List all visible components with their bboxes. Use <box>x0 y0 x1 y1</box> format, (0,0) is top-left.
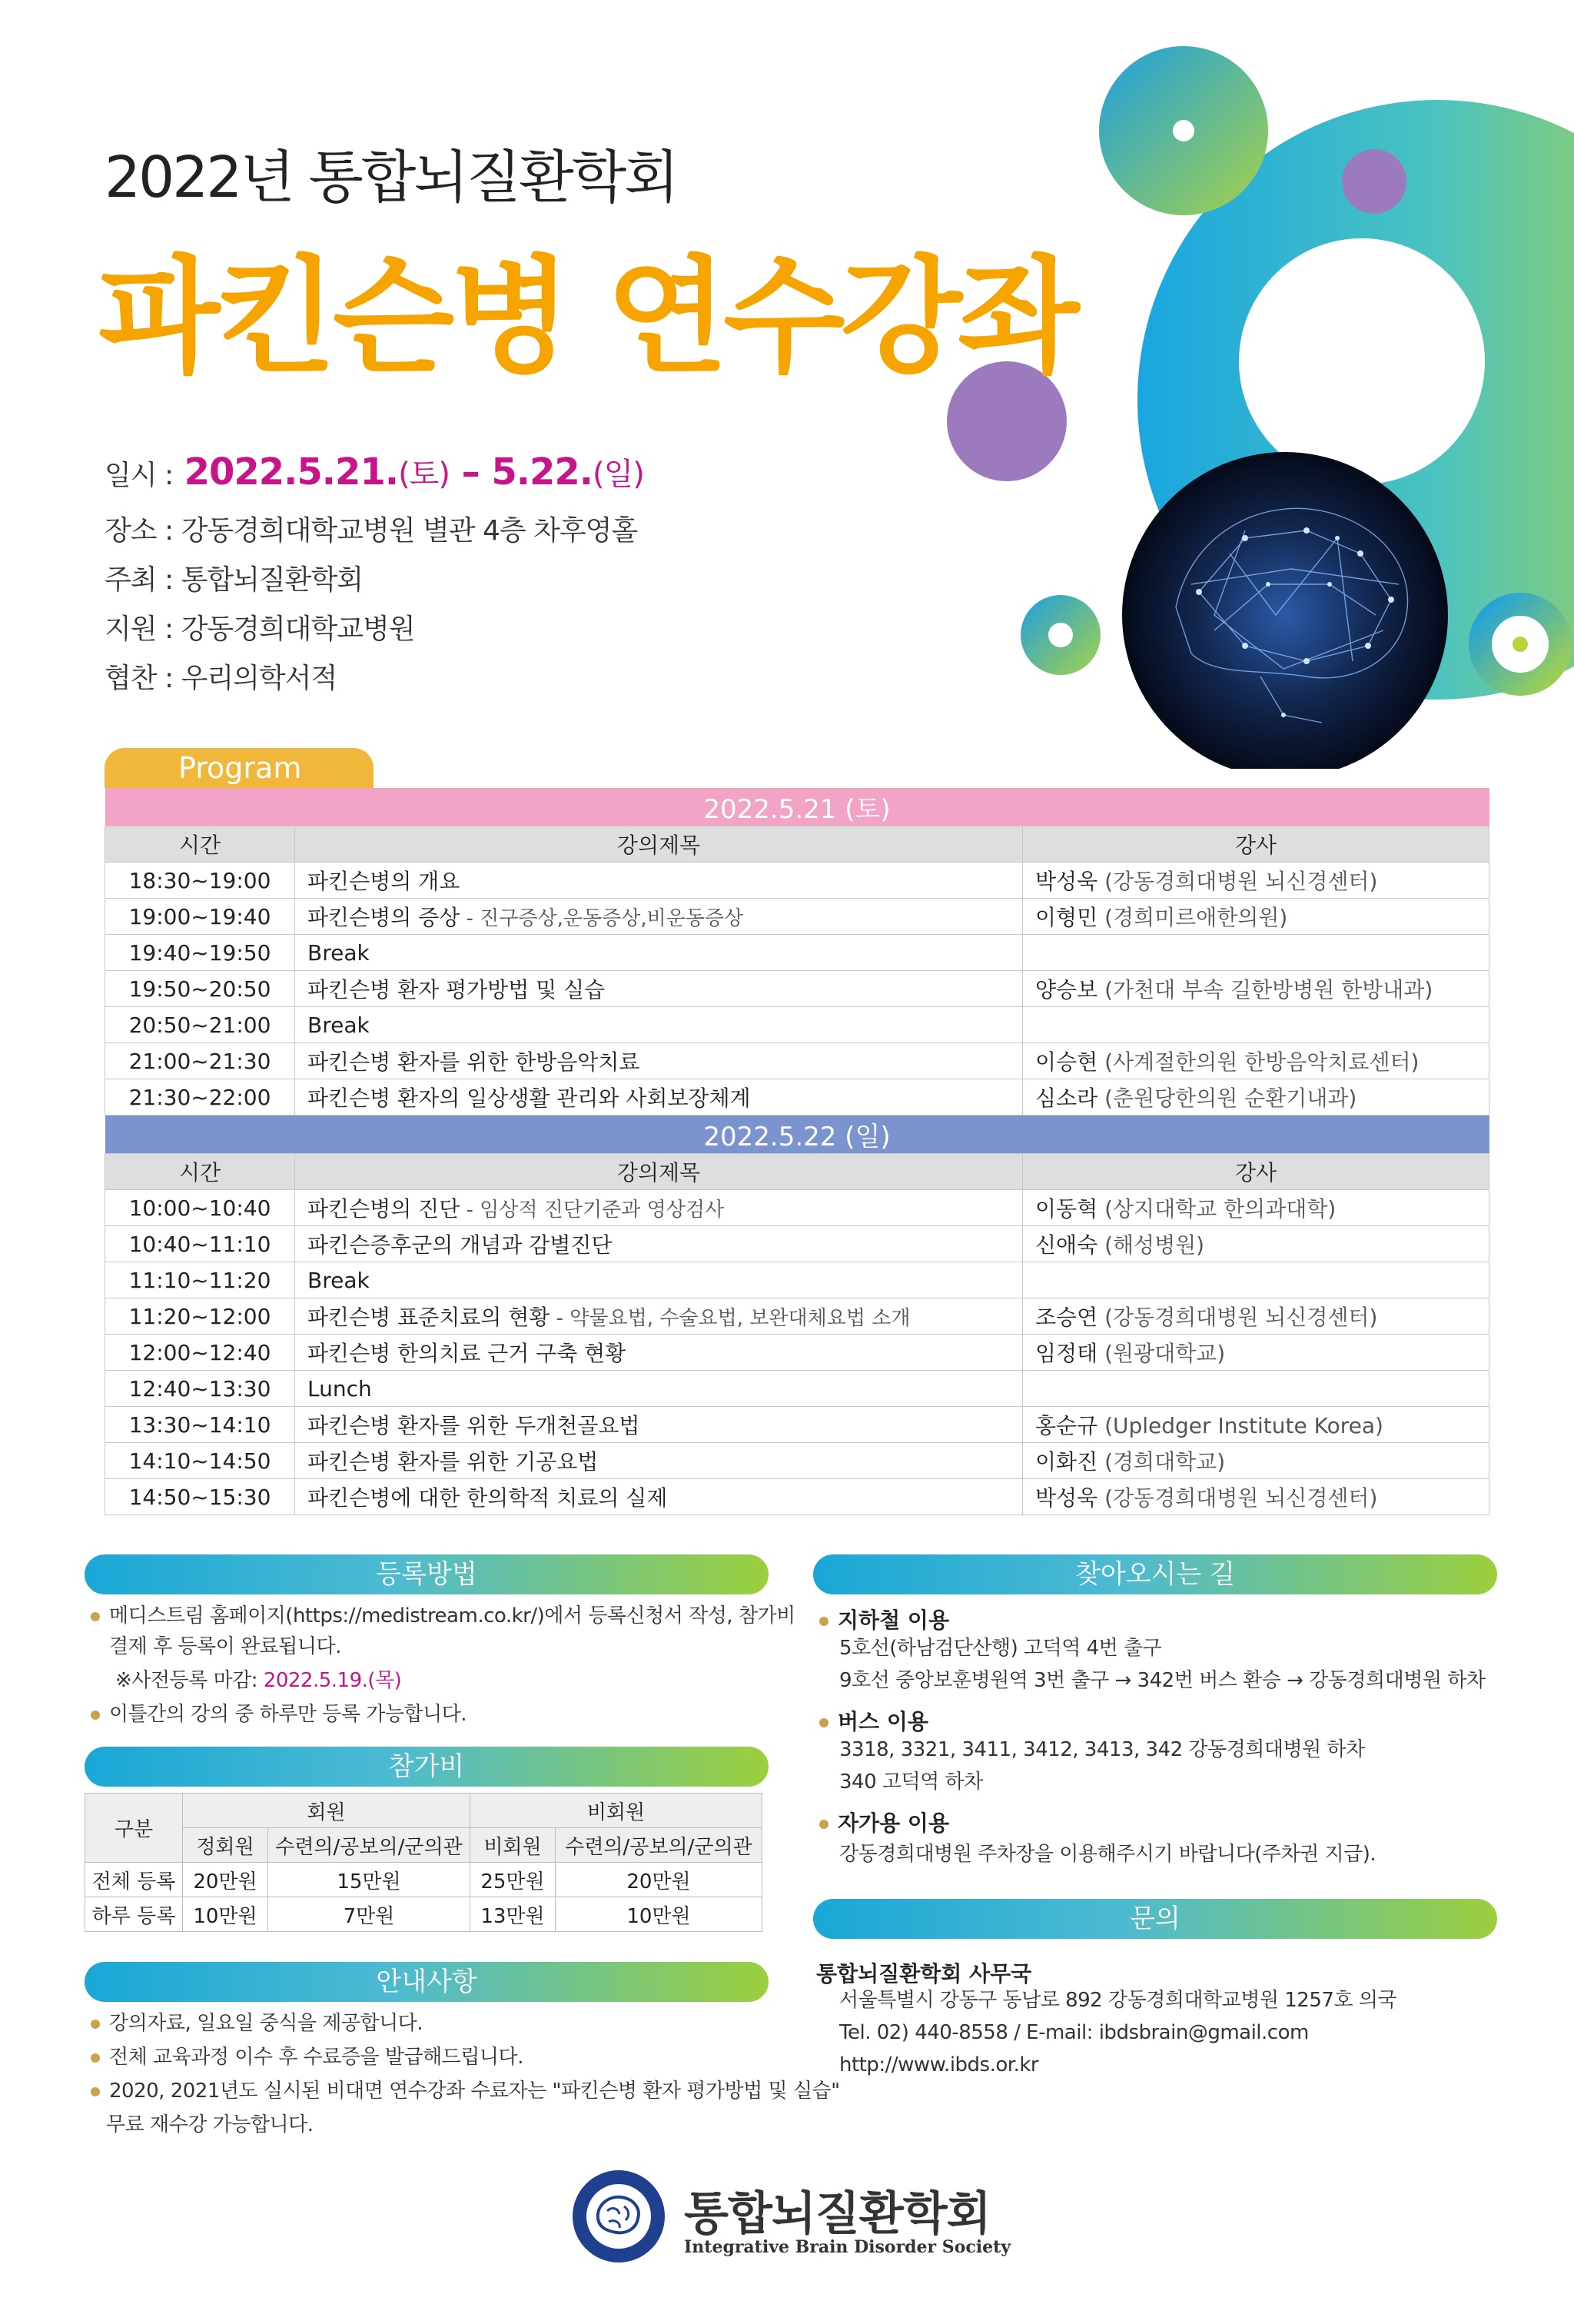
session-title-cell <box>295 1407 1023 1443</box>
program-row <box>105 971 1489 1007</box>
speaker-affiliation: (춘원당한의원 순환기내과) <box>1104 1086 1357 1111</box>
fee-subheader: 정회원 <box>183 1828 268 1863</box>
subway-line-2: 9호선 중앙보훈병원역 3번 출구 → 342번 버스 환승 → 강동경희대병원 하차 <box>839 1669 1486 1692</box>
session-time: 21:30~22:00 <box>105 1079 295 1115</box>
session-time: 13:30~14:10 <box>105 1407 295 1443</box>
speaker-name: 박성욱 <box>1035 1485 1098 1511</box>
session-time: 19:40~19:50 <box>105 935 295 971</box>
speaker-cell <box>1023 1479 1489 1515</box>
speaker-name: 이승현 <box>1035 1049 1098 1075</box>
brain-image <box>1122 452 1448 769</box>
bullet-dot <box>91 1612 100 1621</box>
program-day-label: 2022.5.21 (토) <box>105 788 1489 826</box>
speaker-name: 이화진 <box>1035 1449 1098 1475</box>
session-title: Break <box>307 1012 370 1038</box>
session-title: 파킨슨증후군의 개념과 감별진단 <box>307 1232 613 1258</box>
speaker-name: 이동혁 <box>1035 1196 1098 1222</box>
session-title: 파킨슨병 환자를 위한 두개천골요법 <box>307 1413 640 1438</box>
society-logo-icon <box>570 2168 667 2265</box>
fee-subheader: 수련의/공보의/군의관 <box>268 1828 470 1863</box>
program-row <box>105 1226 1489 1262</box>
session-title-cell <box>295 1007 1023 1043</box>
subway-line-1: 5호선(하남검단산행) 고덕역 4번 출구 <box>839 1637 1162 1660</box>
fee-cell: 13만원 <box>470 1897 556 1932</box>
program-row <box>105 1407 1489 1443</box>
speaker-affiliation: (경희미르애한의원) <box>1104 905 1288 930</box>
bullet-dot <box>91 2020 100 2029</box>
session-title-cell <box>295 1262 1023 1298</box>
column-header-title: 강의제목 <box>295 826 1023 863</box>
date-start-day: (토) <box>398 457 450 492</box>
session-time: 10:40~11:10 <box>105 1226 295 1262</box>
speaker-name: 양승보 <box>1035 977 1098 1002</box>
bullet-dot <box>819 1820 829 1829</box>
main-title: 파킨슨병 연수강좌 <box>98 244 1075 391</box>
program-row <box>105 863 1489 899</box>
speaker-affiliation: (강동경희대병원 뇌신경센터) <box>1104 1305 1378 1330</box>
fee-header-member: 회원 <box>183 1794 470 1828</box>
speaker-cell <box>1023 935 1489 971</box>
registration-deadline: ※사전등록 마감: 2022.5.19.(목) <box>115 1669 402 1692</box>
session-title: 파킨슨병 환자 평가방법 및 실습 <box>307 977 606 1002</box>
bus-line-2: 340 고덕역 하차 <box>839 1770 983 1794</box>
session-time: 10:00~10:40 <box>105 1190 295 1226</box>
program-row <box>105 1371 1489 1407</box>
speaker-cell <box>1023 1298 1489 1335</box>
session-title-cell <box>295 1371 1023 1407</box>
speaker-cell <box>1023 1262 1489 1298</box>
car-heading: 자가용 이용 <box>819 1807 949 1837</box>
sponsor-line: 협찬 : 우리의학서적 <box>105 663 337 694</box>
registration-bar: 등록방법 <box>85 1554 769 1594</box>
session-title-cell <box>295 971 1023 1007</box>
speaker-cell <box>1023 1407 1489 1443</box>
notice-line-3: 2020, 2021년도 실시된 비대면 연수강좌 수료자는 "파킨슨병 환자 평가방법 및 실습" <box>91 2076 840 2106</box>
program-row <box>105 1079 1489 1115</box>
date-separator: – <box>449 451 492 494</box>
speaker-name: 조승연 <box>1035 1305 1098 1330</box>
session-time: 14:50~15:30 <box>105 1479 295 1515</box>
speaker-cell <box>1023 1226 1489 1262</box>
fee-cell: 10만원 <box>183 1897 268 1932</box>
fee-cell: 20만원 <box>183 1863 268 1897</box>
session-title-cell <box>295 1479 1023 1515</box>
session-title: Break <box>307 1267 370 1293</box>
notice-line-1: 강의자료, 일요일 중식을 제공합니다. <box>91 2008 423 2039</box>
fee-row-label: 전체 등록 <box>85 1863 183 1897</box>
speaker-cell <box>1023 1079 1489 1115</box>
fee-row-label: 하루 등록 <box>85 1897 183 1932</box>
subway-heading: 지하철 이용 <box>819 1604 949 1634</box>
program-row <box>105 1043 1489 1079</box>
speaker-affiliation: (가천대 부속 길한방병원 한방내과) <box>1104 977 1433 1002</box>
registration-line-3: 이틀간의 강의 중 하루만 등록 가능합니다. <box>91 1699 467 1730</box>
session-title: 파킨슨병 표준치료의 현황 <box>307 1305 550 1330</box>
program-row <box>105 1262 1489 1298</box>
session-title-cell <box>295 935 1023 971</box>
bullet-dot <box>819 1718 829 1727</box>
session-time: 12:40~13:30 <box>105 1371 295 1407</box>
speaker-affiliation: (사계절한의원 한방음악치료센터) <box>1104 1049 1420 1075</box>
organizer-title: 2022년 통합뇌질환학회 <box>105 145 677 211</box>
notice-line-4: 무료 재수강 가능합니다. <box>106 2113 314 2136</box>
program-row <box>105 1298 1489 1335</box>
program-row <box>105 899 1489 935</box>
session-subtitle: - 진구증상,운동증상,비운동증상 <box>460 907 744 930</box>
speaker-name: 이형민 <box>1035 905 1098 930</box>
fee-cell: 7만원 <box>268 1897 470 1932</box>
speaker-cell <box>1023 1443 1489 1479</box>
fee-subheader: 수련의/공보의/군의관 <box>556 1828 762 1863</box>
speaker-affiliation: (상지대학교 한의과대학) <box>1104 1196 1337 1222</box>
session-title: 파킨슨병의 증상 <box>307 905 460 930</box>
registration-line-1: 메디스트림 홈페이지(https://medistream.co.kr/)에서 등록신청서 작성, 참가비 <box>91 1601 795 1631</box>
host-line: 주최 : 통합뇌질환학회 <box>105 564 363 596</box>
fee-header-category: 구분 <box>85 1794 183 1863</box>
program-row <box>105 1190 1489 1226</box>
speaker-affiliation: (강동경희대병원 뇌신경센터) <box>1104 1485 1378 1511</box>
speaker-cell <box>1023 1190 1489 1226</box>
session-time: 12:00~12:40 <box>105 1335 295 1371</box>
session-title-cell <box>295 1079 1023 1115</box>
session-title: Lunch <box>307 1375 372 1401</box>
speaker-cell <box>1023 1335 1489 1371</box>
contact-phone-email: Tel. 02) 440-8558 / E-mail: ibdsbrain@gmail.com <box>839 2021 1309 2044</box>
bullet-dot <box>91 1711 100 1720</box>
session-time: 21:00~21:30 <box>105 1043 295 1079</box>
session-title-cell <box>295 1043 1023 1079</box>
date-end: 5.22. <box>491 451 593 494</box>
session-title: 파킨슨병의 개요 <box>307 869 460 894</box>
program-column-header <box>105 1154 1489 1190</box>
fee-subheader: 비회원 <box>470 1828 556 1863</box>
speaker-affiliation: (원광대학교) <box>1104 1341 1226 1366</box>
session-title-cell <box>295 1190 1023 1226</box>
session-time: 11:20~12:00 <box>105 1298 295 1335</box>
session-title: 파킨슨병 환자의 일상생활 관리와 사회보장체계 <box>307 1086 751 1111</box>
session-time: 19:00~19:40 <box>105 899 295 935</box>
program-row <box>105 1443 1489 1479</box>
bus-line-1: 3318, 3321, 3411, 3412, 3413, 342 강동경희대병원 하차 <box>839 1738 1365 1761</box>
column-header-time: 시간 <box>105 1154 295 1190</box>
session-title: 파킨슨병 환자를 위한 한방음악치료 <box>307 1049 640 1075</box>
session-title-cell <box>295 1443 1023 1479</box>
program-column-header <box>105 826 1489 863</box>
session-time: 14:10~14:50 <box>105 1443 295 1479</box>
program-row <box>105 1007 1489 1043</box>
column-header-speaker: 강사 <box>1023 826 1489 863</box>
program-tab: Program <box>105 748 374 788</box>
support-line: 지원 : 강동경희대학교병원 <box>105 613 415 645</box>
date-line <box>105 450 644 494</box>
session-title-cell <box>295 863 1023 899</box>
session-title: 파킨슨병의 진단 <box>307 1196 460 1222</box>
car-line-1: 강동경희대병원 주차장을 이용해주시기 바랍니다(주차권 지급). <box>839 1843 1376 1866</box>
session-time: 18:30~19:00 <box>105 863 295 899</box>
session-time: 20:50~21:00 <box>105 1007 295 1043</box>
program-table <box>105 788 1489 1515</box>
speaker-name: 박성욱 <box>1035 869 1098 894</box>
column-header-speaker: 강사 <box>1023 1154 1489 1190</box>
speaker-cell <box>1023 971 1489 1007</box>
session-title-cell <box>295 899 1023 935</box>
contact-org: 통합뇌질환학회 사무국 <box>816 1961 1032 1987</box>
session-time: 19:50~20:50 <box>105 971 295 1007</box>
fee-bar: 참가비 <box>85 1747 769 1787</box>
session-title: 파킨슨병 환자를 위한 기공요법 <box>307 1449 599 1475</box>
registration-line-2: 결제 후 등록이 완료됩니다. <box>109 1635 341 1658</box>
deadline-date: 2022.5.19.(목) <box>263 1669 402 1692</box>
session-title: 파킨슨병에 대한 한의학적 치료의 실제 <box>307 1485 668 1511</box>
purple-circle-small <box>1342 149 1406 214</box>
bullet-dot <box>91 2087 100 2096</box>
speaker-name: 홍순규 <box>1035 1413 1098 1438</box>
column-header-title: 강의제목 <box>295 1154 1023 1190</box>
speaker-name: 심소라 <box>1035 1086 1098 1111</box>
date-label: 일시 : <box>105 460 174 491</box>
fee-table <box>85 1793 762 1932</box>
session-title-cell <box>295 1335 1023 1371</box>
society-name-english: Integrative Brain Disorder Society <box>684 2237 1011 2257</box>
program-day-header <box>105 788 1489 826</box>
venue-line: 장소 : 강동경희대학교병원 별관 4층 차후영홀 <box>105 515 638 547</box>
session-subtitle: - 임상적 진단기준과 영상검사 <box>460 1199 725 1222</box>
notice-line-2: 전체 교육과정 이수 후 수료증을 발급해드립니다. <box>91 2042 523 2073</box>
speaker-cell <box>1023 1371 1489 1407</box>
speaker-affiliation: (강동경희대병원 뇌신경센터) <box>1104 869 1378 894</box>
bullet-dot <box>819 1617 829 1626</box>
session-title-cell <box>295 1298 1023 1335</box>
fee-cell: 10만원 <box>556 1897 762 1932</box>
fee-cell: 15만원 <box>268 1863 470 1897</box>
fee-header-nonmember: 비회원 <box>470 1794 762 1828</box>
speaker-affiliation: (Upledger Institute Korea) <box>1104 1413 1383 1438</box>
program-row <box>105 1335 1489 1371</box>
session-subtitle: - 약물요법, 수술요법, 보완대체요법 소개 <box>550 1307 911 1330</box>
session-title: 파킨슨병 한의치료 근거 구축 현황 <box>307 1341 626 1366</box>
speaker-name: 신애숙 <box>1035 1232 1098 1258</box>
session-title: Break <box>307 939 370 966</box>
fee-cell: 20만원 <box>556 1863 762 1897</box>
date-start: 2022.5.21. <box>184 451 399 494</box>
speaker-cell <box>1023 863 1489 899</box>
program-row <box>105 1479 1489 1515</box>
column-header-time: 시간 <box>105 826 295 863</box>
program-day-label: 2022.5.22 (일) <box>105 1115 1489 1154</box>
speaker-affiliation: (경희대학교) <box>1104 1449 1226 1475</box>
bus-heading: 버스 이용 <box>819 1705 928 1736</box>
fee-row <box>85 1897 762 1932</box>
speaker-name: 임정태 <box>1035 1341 1098 1366</box>
date-end-day: (일) <box>593 457 644 492</box>
program-day-header <box>105 1115 1489 1154</box>
contact-website: http://www.ibds.or.kr <box>839 2053 1039 2076</box>
session-title-cell <box>295 1226 1023 1262</box>
directions-bar: 찾아오시는 길 <box>813 1554 1497 1594</box>
contact-address: 서울특별시 강동구 동남로 892 강동경희대학교병원 1257호 의국 <box>839 1989 1397 2012</box>
speaker-cell <box>1023 1043 1489 1079</box>
session-time: 11:10~11:20 <box>105 1262 295 1298</box>
fee-cell: 25만원 <box>470 1863 556 1897</box>
speaker-cell <box>1023 899 1489 935</box>
fee-row <box>85 1863 762 1897</box>
society-name-korean: 통합뇌질환학회 <box>684 2187 991 2241</box>
speaker-affiliation: (해성병원) <box>1104 1232 1205 1258</box>
bullet-dot <box>91 2053 100 2063</box>
speaker-cell <box>1023 1007 1489 1043</box>
program-row <box>105 935 1489 971</box>
contact-bar: 문의 <box>813 1899 1497 1939</box>
notice-bar: 안내사항 <box>85 1962 769 2002</box>
